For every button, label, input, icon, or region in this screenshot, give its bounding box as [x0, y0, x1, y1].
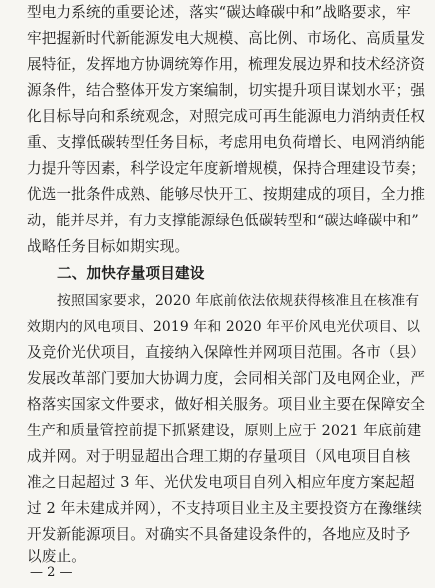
- text-line: 过 2 年未建成并网），不支持项目业主及主要投资方在豫继续: [27, 500, 423, 517]
- text-line: 成并网。对于明显超出合理工期的存量项目（风电项目自核: [27, 448, 411, 465]
- text-line: 以废止。: [27, 548, 86, 565]
- text-line: 按照国家要求，2020 年底前依法依规获得核准且在核准有: [57, 293, 420, 309]
- text-line: 生产和质量管控前提下抓紧建设，原则上应于 2021 年底前建: [27, 423, 422, 439]
- text-line: 动，能并尽并，有力支撑能源绿色低碳转型和“碳达峰碳中和”: [27, 213, 419, 229]
- text-line: 战略任务目标如期实现。: [27, 238, 190, 255]
- text-line: 展特征，发挥地方协调统筹作用，梳理发展边界和技术经济资: [27, 56, 425, 73]
- text-line: 源条件，结合整体开发方案编制，切实提升项目谋划水平；强: [27, 82, 425, 99]
- text-line: 重、支撑低碳转型任务目标，考虑用电负荷增长、电网消纳能: [27, 134, 425, 151]
- text-line: 优选一批条件成熟、能够尽快开工、按期建成的项目，全力推: [27, 186, 425, 203]
- text-line: 效期内的风电项目、2019 年和 2020 年平价风电光伏项目、以: [27, 319, 421, 335]
- text-line: 准之日起超过 3 年、光伏发电项目自列入相应年度方案起超: [27, 474, 415, 491]
- section-heading: 二、加快存量项目建设: [57, 265, 205, 282]
- text-line: 型电力系统的重要论述，落实“碳达峰碳中和”战略要求，牢: [27, 4, 411, 21]
- text-line: 格落实国家文件要求，做好相关服务。项目业主要在保障安全: [27, 396, 425, 413]
- text-line: 化目标导向和系统观念，对照完成可再生能源电力消纳责任权: [27, 108, 425, 125]
- text-line: 力提升等因素，科学设定年度新增规模，保持合理建设节奏；: [27, 160, 425, 177]
- text-line: 牢把握新时代新能源发电大规模、高比例、市场化、高质量发: [27, 30, 425, 47]
- text-line: 发展改革部门要加大协调力度，会同相关部门及电网企业，严: [27, 370, 425, 387]
- text-line: 开发新能源项目。对确实不具备建设条件的，各地应及时予: [27, 526, 411, 543]
- text-line: 及竞价光伏项目，直接纳入保障性并网项目范围。各市（县）: [27, 344, 425, 361]
- page-number: — 2 —: [30, 565, 73, 580]
